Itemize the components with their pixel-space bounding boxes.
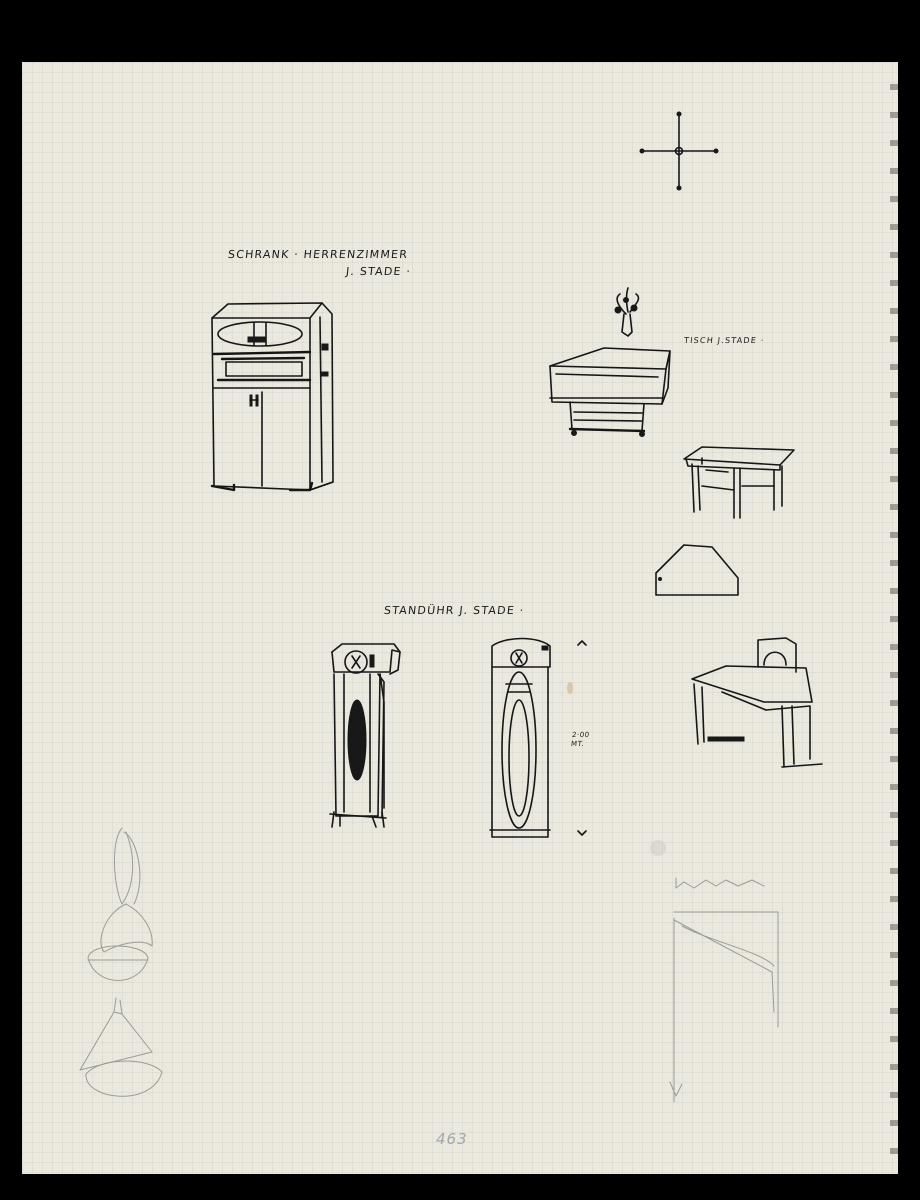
tabletop-plan-sketch [656, 545, 738, 595]
table-with-vase-sketch [550, 288, 670, 437]
cross-ornament-sketch [640, 112, 718, 190]
cabinet-title-line1: SCHRANK · HERRENZIMMER [227, 248, 409, 261]
grandfather-clock-sketch-2 [490, 639, 550, 838]
clock-title: STANDÜHR J. STADE · [383, 604, 526, 617]
pencil-bracket-sketch [670, 878, 778, 1102]
writing-desk-sketch [684, 447, 794, 518]
pencil-lamp-sketch [80, 828, 162, 1096]
cabinet-sketch [212, 303, 333, 490]
height-value: 2·00 [571, 731, 591, 739]
page-number: 463 [436, 1130, 468, 1148]
cabinet-title-line2: J. STADE · [345, 265, 412, 278]
drawing-sheet [22, 62, 898, 1174]
height-unit: MT. [570, 740, 585, 748]
grandfather-clock-sketch-1 [330, 644, 400, 827]
corner-desk-chair-sketch [692, 638, 822, 767]
sketch-canvas [22, 62, 898, 1174]
table-title: TISCH J.STADE · [683, 336, 765, 345]
